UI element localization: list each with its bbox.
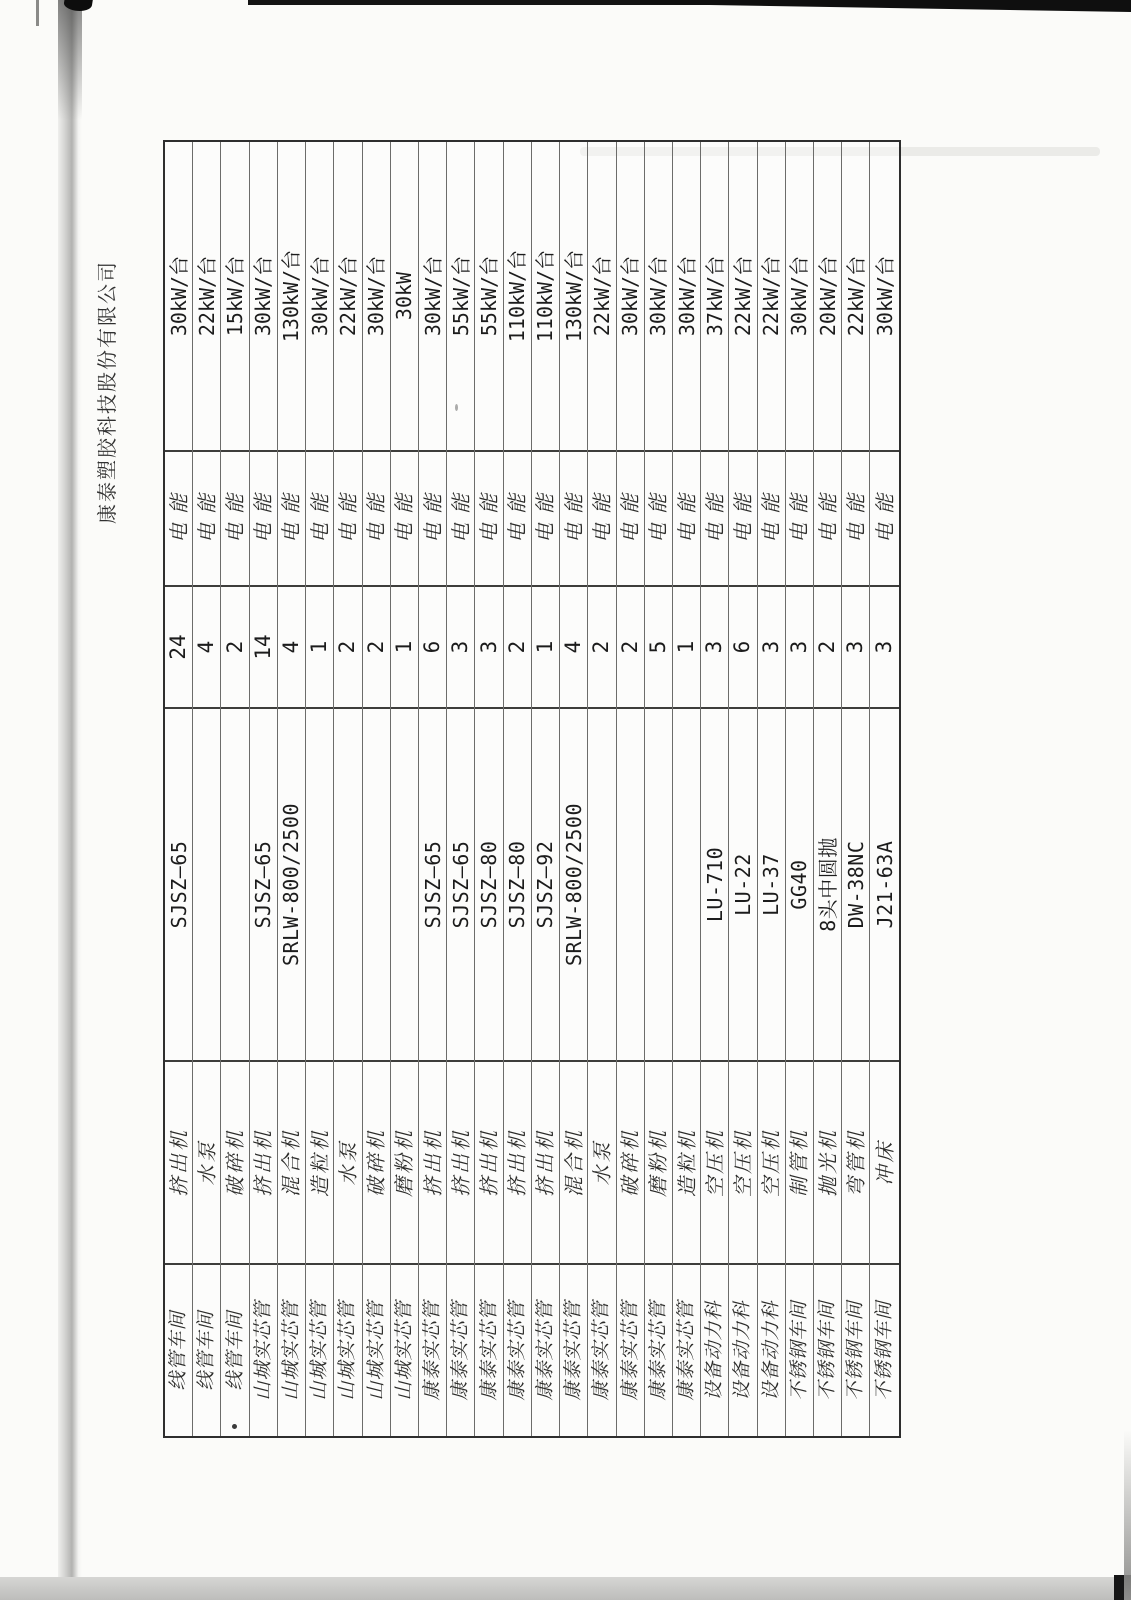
cell-workshop: 线管车间	[165, 1263, 192, 1436]
cell-energy: 电能	[532, 450, 559, 585]
cell-power: 22kW/台	[843, 255, 868, 337]
cell-quantity: 2	[588, 585, 615, 707]
scan-edge-right	[1124, 1430, 1131, 1600]
cell-workshop: 康泰实芯管	[617, 1263, 644, 1436]
cell-power: 55kW/台	[448, 255, 473, 337]
cell-model: J21-63A	[870, 707, 898, 1060]
table-row	[278, 142, 306, 1436]
cell-model: 8头中圆抛	[814, 707, 841, 1060]
cell-energy: 电能	[588, 450, 615, 585]
cell-power: 30kW/台	[787, 255, 812, 337]
cell-equipment: 造粒机	[306, 1060, 333, 1263]
cell-workshop: 线管车间	[221, 1263, 248, 1436]
table-row	[363, 142, 391, 1436]
scan-edge-top-right	[640, 0, 1131, 12]
cell-energy: 电能	[560, 450, 587, 585]
table-row	[391, 142, 419, 1436]
table-row	[701, 142, 729, 1436]
cell-quantity: 3	[842, 585, 869, 707]
cell-equipment: 水泵	[334, 1060, 361, 1263]
cell-power: 30kW/台	[674, 255, 699, 337]
cell-power: 30kW/台	[364, 255, 389, 337]
cell-equipment: 混合机	[560, 1060, 587, 1263]
cell-equipment: 破碎机	[617, 1060, 644, 1263]
cell-quantity: 1	[391, 585, 418, 707]
cell-quantity: 2	[617, 585, 644, 707]
table-row	[645, 142, 673, 1436]
cell-energy: 电能	[193, 450, 220, 585]
cell-workshop: 康泰实芯管	[532, 1263, 559, 1436]
cell-workshop: 不锈钢车间	[814, 1263, 841, 1436]
cell-power: 37kW/台	[702, 255, 727, 337]
cell-quantity: 3	[758, 585, 785, 707]
cell-quantity: 24	[165, 585, 192, 707]
binder-spine-shadow	[58, 0, 82, 1600]
cell-equipment: 磨粉机	[645, 1060, 672, 1263]
cell-quantity: 2	[221, 585, 248, 707]
cell-quantity: 6	[729, 585, 756, 707]
cell-power: 22kW/台	[759, 255, 784, 337]
cell-model	[306, 707, 333, 1060]
cell-workshop: 山城实芯管	[334, 1263, 361, 1436]
cell-power: 22kW/台	[589, 255, 614, 337]
scan-dot	[232, 1424, 237, 1429]
cell-equipment: 混合机	[278, 1060, 305, 1263]
scan-edge-bottom	[0, 1577, 1131, 1600]
cell-model	[221, 707, 248, 1060]
equipment-table	[163, 140, 901, 1438]
table-row	[870, 142, 898, 1436]
cell-model: SJSZ—65	[165, 707, 192, 1060]
cell-workshop: 山城实芯管	[363, 1263, 390, 1436]
cell-model	[391, 707, 418, 1060]
cell-power: 15kW/台	[223, 255, 248, 337]
cell-equipment: 挤出机	[419, 1060, 446, 1263]
cell-quantity: 3	[870, 585, 898, 707]
cell-model: DW-38NC	[842, 707, 869, 1060]
cell-energy: 电能	[221, 450, 248, 585]
cell-energy: 电能	[645, 450, 672, 585]
table-row	[560, 142, 588, 1436]
cell-energy: 电能	[363, 450, 390, 585]
binder-spine-shadow-top	[58, 0, 82, 120]
cell-workshop: 设备动力科	[758, 1263, 785, 1436]
cell-power: 30kW/台	[251, 255, 276, 337]
cell-model: LU-710	[701, 707, 728, 1060]
cell-quantity: 2	[814, 585, 841, 707]
cell-workshop: 山城实芯管	[391, 1263, 418, 1436]
table-row	[250, 142, 278, 1436]
cell-model: SJSZ—80	[475, 707, 502, 1060]
cell-quantity: 3	[786, 585, 813, 707]
cell-power: 130kW/台	[279, 249, 304, 343]
cell-workshop: 不锈钢车间	[870, 1263, 898, 1436]
cell-quantity: 5	[645, 585, 672, 707]
table-row	[588, 142, 616, 1436]
cell-equipment: 挤出机	[165, 1060, 192, 1263]
cell-equipment: 破碎机	[363, 1060, 390, 1263]
cell-energy: 电能	[842, 450, 869, 585]
cell-workshop: 山城实芯管	[250, 1263, 277, 1436]
table-row	[786, 142, 814, 1436]
cell-model: LU-22	[729, 707, 756, 1060]
table-row	[729, 142, 757, 1436]
cell-energy: 电能	[306, 450, 333, 585]
table-row	[814, 142, 842, 1436]
table-row	[306, 142, 334, 1436]
cell-energy: 电能	[391, 450, 418, 585]
cell-power: 22kW/台	[194, 255, 219, 337]
cell-model: SRLW-800/2500	[560, 707, 587, 1060]
cell-workshop: 线管车间	[193, 1263, 220, 1436]
cell-quantity: 4	[193, 585, 220, 707]
table-row	[617, 142, 645, 1436]
cell-equipment: 水泵	[588, 1060, 615, 1263]
cell-quantity: 1	[306, 585, 333, 707]
cell-equipment: 挤出机	[250, 1060, 277, 1263]
cell-energy: 电能	[504, 450, 531, 585]
cell-equipment: 制管机	[786, 1060, 813, 1263]
cell-energy: 电能	[334, 450, 361, 585]
cell-workshop: 不锈钢车间	[842, 1263, 869, 1436]
cell-model: SJSZ—65	[250, 707, 277, 1060]
cell-model	[645, 707, 672, 1060]
table-row	[221, 142, 249, 1436]
cell-equipment: 冲床	[870, 1060, 898, 1263]
cell-equipment: 挤出机	[475, 1060, 502, 1263]
cell-quantity: 2	[504, 585, 531, 707]
cell-energy: 电能	[475, 450, 502, 585]
cell-power: 30kW	[392, 271, 417, 321]
table-row	[193, 142, 221, 1436]
table-row	[532, 142, 560, 1436]
cell-equipment: 水泵	[193, 1060, 220, 1263]
cell-workshop: 不锈钢车间	[786, 1263, 813, 1436]
cell-quantity: 14	[250, 585, 277, 707]
cell-model	[193, 707, 220, 1060]
cell-equipment: 挤出机	[447, 1060, 474, 1263]
cell-workshop: 山城实芯管	[278, 1263, 305, 1436]
cell-power: 30kW/台	[646, 255, 671, 337]
cell-quantity: 3	[701, 585, 728, 707]
cell-energy: 电能	[758, 450, 785, 585]
cell-quantity: 4	[278, 585, 305, 707]
cell-power: 110kW/台	[533, 249, 558, 343]
cell-energy: 电能	[814, 450, 841, 585]
cell-power: 30kW/台	[307, 255, 332, 337]
scan-tick-mark	[36, 0, 39, 26]
cell-equipment: 空压机	[701, 1060, 728, 1263]
cell-workshop: 康泰实芯管	[588, 1263, 615, 1436]
cell-workshop: 康泰实芯管	[560, 1263, 587, 1436]
cell-energy: 电能	[786, 450, 813, 585]
cell-quantity: 3	[475, 585, 502, 707]
cell-model: SJSZ—92	[532, 707, 559, 1060]
table-row	[334, 142, 362, 1436]
cell-workshop: 康泰实芯管	[504, 1263, 531, 1436]
cell-energy: 电能	[729, 450, 756, 585]
cell-model: SJSZ—65	[419, 707, 446, 1060]
cell-energy: 电能	[250, 450, 277, 585]
table-row	[475, 142, 503, 1436]
table-row	[419, 142, 447, 1436]
cell-power: 30kW/台	[166, 255, 191, 337]
cell-quantity: 3	[447, 585, 474, 707]
cell-power: 110kW/台	[505, 249, 530, 343]
cell-model: SJSZ—65	[447, 707, 474, 1060]
cell-model: SRLW-800/2500	[278, 707, 305, 1060]
cell-equipment: 磨粉机	[391, 1060, 418, 1263]
cell-quantity: 1	[673, 585, 700, 707]
cell-energy: 电能	[278, 450, 305, 585]
cell-energy: 电能	[165, 450, 192, 585]
cell-model: LU-37	[758, 707, 785, 1060]
cell-power: 20kW/台	[815, 255, 840, 337]
cell-power: 30kW/台	[872, 255, 897, 337]
cell-model	[363, 707, 390, 1060]
cell-quantity: 2	[334, 585, 361, 707]
table-row	[673, 142, 701, 1436]
company-name: 康泰塑胶科技股份有限公司	[94, 260, 119, 524]
cell-power: 55kW/台	[477, 255, 502, 337]
cell-quantity: 6	[419, 585, 446, 707]
cell-workshop: 山城实芯管	[306, 1263, 333, 1436]
cell-energy: 电能	[701, 450, 728, 585]
cell-model	[673, 707, 700, 1060]
cell-energy: 电能	[447, 450, 474, 585]
cell-power: 22kW/台	[730, 255, 755, 337]
cell-energy: 电能	[419, 450, 446, 585]
table-row	[447, 142, 475, 1436]
table-row	[165, 142, 193, 1436]
cell-power: 22kW/台	[335, 255, 360, 337]
cell-quantity: 4	[560, 585, 587, 707]
cell-energy: 电能	[870, 450, 898, 585]
cell-workshop: 康泰实芯管	[673, 1263, 700, 1436]
cell-energy: 电能	[617, 450, 644, 585]
cell-equipment: 挤出机	[504, 1060, 531, 1263]
cell-quantity: 1	[532, 585, 559, 707]
cell-model	[334, 707, 361, 1060]
cell-equipment: 空压机	[758, 1060, 785, 1263]
scan-speck	[455, 404, 458, 411]
cell-equipment: 挤出机	[532, 1060, 559, 1263]
cell-workshop: 设备动力科	[701, 1263, 728, 1436]
cell-workshop: 康泰实芯管	[447, 1263, 474, 1436]
cell-model: GG40	[786, 707, 813, 1060]
cell-workshop: 康泰实芯管	[475, 1263, 502, 1436]
cell-model: SJSZ—80	[504, 707, 531, 1060]
cell-power: 30kW/台	[618, 255, 643, 337]
cell-equipment: 抛光机	[814, 1060, 841, 1263]
cell-equipment: 空压机	[729, 1060, 756, 1263]
cell-workshop: 康泰实芯管	[419, 1263, 446, 1436]
table-row	[504, 142, 532, 1436]
cell-equipment: 造粒机	[673, 1060, 700, 1263]
cell-workshop: 康泰实芯管	[645, 1263, 672, 1436]
cell-power: 30kW/台	[420, 255, 445, 337]
table-row	[758, 142, 786, 1436]
cell-workshop: 设备动力科	[729, 1263, 756, 1436]
table-row	[842, 142, 870, 1436]
cell-equipment: 弯管机	[842, 1060, 869, 1263]
cell-model	[617, 707, 644, 1060]
cell-power: 130kW/台	[561, 249, 586, 343]
cell-energy: 电能	[673, 450, 700, 585]
cell-model	[588, 707, 615, 1060]
equipment-table-rotated	[163, 140, 901, 1438]
cell-equipment: 破碎机	[221, 1060, 248, 1263]
cell-quantity: 2	[363, 585, 390, 707]
